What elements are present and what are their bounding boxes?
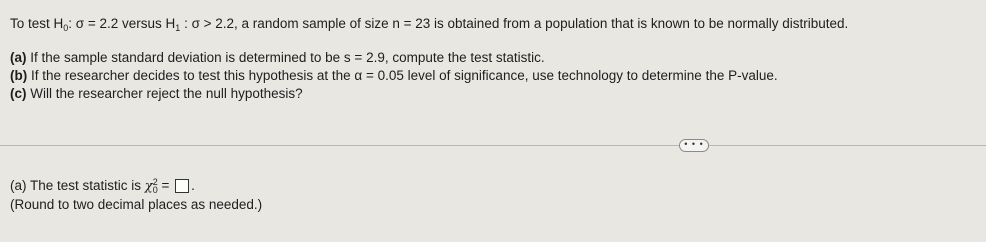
expand-more-button[interactable]: • • • (679, 139, 709, 152)
answer-line: (a) The test statistic is χ 2 0 = . (10, 177, 195, 196)
answer-section (10, 177, 970, 214)
section-divider (0, 145, 986, 146)
test-statistic-input[interactable] (175, 179, 189, 193)
rounding-hint: (Round to two decimal places as needed.) (10, 197, 263, 212)
question-text (10, 15, 970, 103)
chi-scripts: 2 0 (152, 177, 158, 196)
part-c-text: (c) Will the researcher reject the null hypothesis? (10, 86, 303, 101)
part-b-text: (b) If the researcher decides to test this hypothesis at the α = 0.05 level of significance, use technology to determine the P-value. (10, 68, 778, 83)
part-a-text: (a) If the sample standard deviation is determined to be s = 2.9, compute the test statistic. (10, 50, 545, 65)
question-intro: To test $H_0$: σ = 2.2 versus $H_1$ : σ > 2.2, a random sample of size n = 23 is obtained from a population that is known to be normally distributed. (10, 16, 849, 33)
chi-square-symbol: χ (144, 179, 153, 194)
